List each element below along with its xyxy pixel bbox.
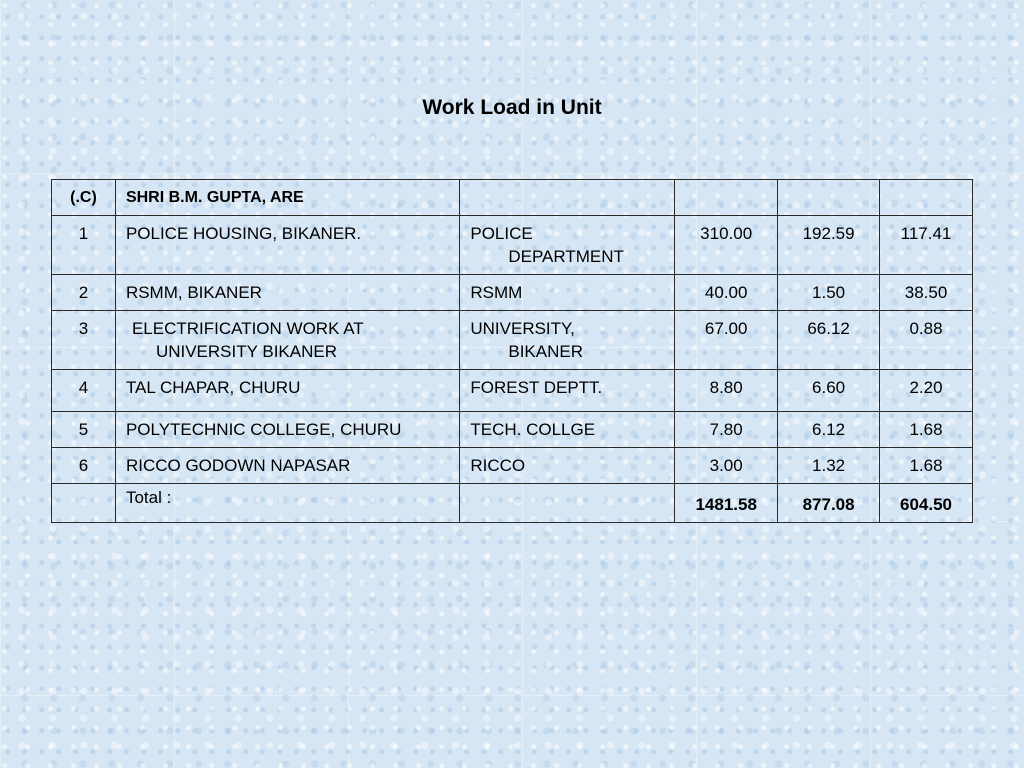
row-department [460, 370, 675, 412]
row-value-2: 6.12 [778, 412, 880, 448]
row-value-2: 192.59 [778, 216, 880, 275]
row-serial: 5 [52, 412, 116, 448]
row-value-2: 1.32 [778, 448, 880, 484]
total-empty-cell [52, 484, 116, 523]
row-department-line1: UNIVERSITY, [470, 319, 575, 338]
row-value-3: 38.50 [880, 275, 973, 311]
workload-table [51, 179, 973, 523]
table-row [52, 370, 973, 412]
row-department-line1: RICCO [470, 456, 526, 475]
row-department [460, 275, 675, 311]
row-value-2: 1.50 [778, 275, 880, 311]
row-value-3: 2.20 [880, 370, 973, 412]
header-empty-cell [675, 180, 778, 216]
table-row [52, 311, 973, 370]
row-department [460, 448, 675, 484]
total-label: Total : [115, 484, 459, 523]
row-department [460, 412, 675, 448]
table-row [52, 216, 973, 275]
row-department-line1: RSMM [470, 283, 523, 302]
row-value-3: 1.68 [880, 412, 973, 448]
row-work [115, 412, 459, 448]
row-work-line1: ELECTRIFICATION WORK AT [131, 319, 364, 338]
row-work-line1: TAL CHAPAR, CHURU [125, 378, 301, 397]
row-work [115, 275, 459, 311]
total-row [52, 484, 973, 523]
row-department-line1: TECH. COLLGE [470, 420, 596, 439]
row-value-1: 67.00 [675, 311, 778, 370]
total-value-3: 604.50 [880, 484, 973, 523]
page-title: Work Load in Unit [422, 96, 602, 119]
header-empty-cell [778, 180, 880, 216]
header-empty-cell [880, 180, 973, 216]
row-value-3: 1.68 [880, 448, 973, 484]
row-department [460, 311, 675, 370]
row-work-line1: RICCO GODOWN NAPASAR [125, 456, 351, 475]
header-name: SHRI B.M. GUPTA, ARE [115, 180, 459, 216]
row-work [115, 216, 459, 275]
row-work [115, 311, 459, 370]
row-department-line2: DEPARTMENT [508, 247, 624, 266]
header-code: (.C) [52, 180, 116, 216]
row-serial: 4 [52, 370, 116, 412]
row-serial: 3 [52, 311, 116, 370]
row-value-2: 66.12 [778, 311, 880, 370]
row-value-1: 40.00 [675, 275, 778, 311]
row-department-line2: BIKANER [508, 342, 583, 361]
row-work-line1: RSMM, BIKANER [125, 283, 262, 302]
total-value-1: 1481.58 [675, 484, 778, 523]
row-serial: 6 [52, 448, 116, 484]
table-row [52, 412, 973, 448]
row-value-1: 3.00 [675, 448, 778, 484]
row-work-line1: POLYTECHNIC COLLEGE, CHURU [125, 420, 402, 439]
table-row [52, 275, 973, 311]
row-value-1: 8.80 [675, 370, 778, 412]
table-header-row [52, 180, 973, 216]
row-value-1: 310.00 [675, 216, 778, 275]
row-work [115, 448, 459, 484]
row-work [115, 370, 459, 412]
row-serial: 2 [52, 275, 116, 311]
total-empty-cell [460, 484, 675, 523]
table-row [52, 448, 973, 484]
total-value-2: 877.08 [778, 484, 880, 523]
row-serial: 1 [52, 216, 116, 275]
row-value-1: 7.80 [675, 412, 778, 448]
row-value-3: 0.88 [880, 311, 973, 370]
row-value-2: 6.60 [778, 370, 880, 412]
row-work-line2: UNIVERSITY BIKANER [155, 342, 338, 361]
row-work-line1: POLICE HOUSING, BIKANER. [125, 224, 362, 243]
row-department [460, 216, 675, 275]
row-department-line1: POLICE [470, 224, 533, 243]
row-department-line1: FOREST DEPTT. [470, 378, 603, 397]
row-value-3: 117.41 [880, 216, 973, 275]
header-empty-cell [460, 180, 675, 216]
